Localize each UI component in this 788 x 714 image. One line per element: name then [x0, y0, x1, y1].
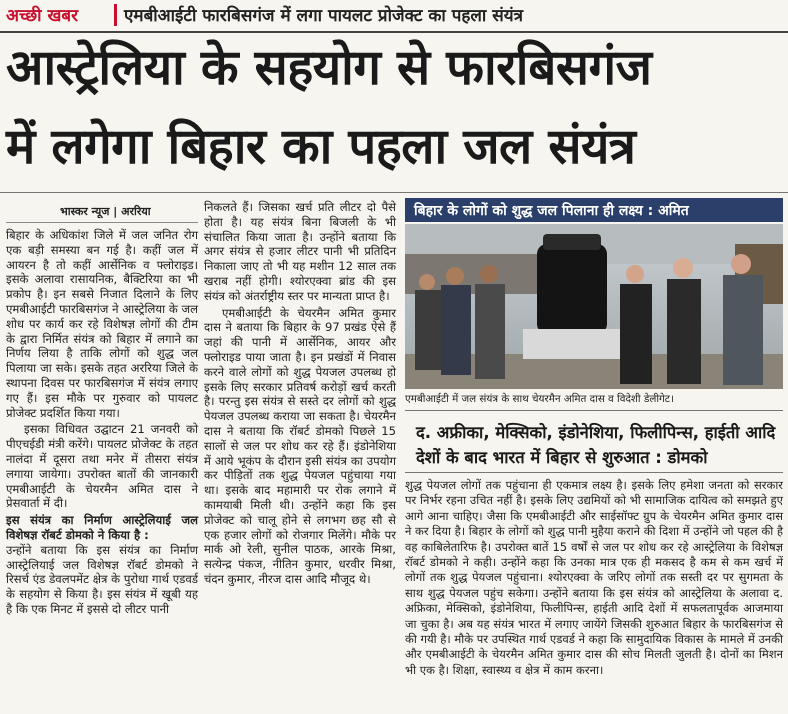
col1-paragraph-3: उन्होंने बताया कि इस संयंत्र का निर्माण आस्ट्रेलियाई जल विशेषज्ञ रॉबर्ट डोमको ने रिसर्च एंड डेवलपमेंट क्षेत्र के पुरोधा गार्थ एडवर्ड के सहयोग से किया है। इस संयंत्र में खूबी यह है कि एक मिनट में इससे दो लीटर पानी: [6, 542, 198, 616]
photo-caption: एमबीआईटी में जल संयंत्र के साथ चेयरमैन अमित दास व विदेशी डेलीगेट।: [405, 393, 674, 405]
box2-body: शुद्ध पेयजल लोगों तक पहुंचाना ही एकमात्र लक्ष्य है। इसके लिए हमेशा जनता को सरकार पर निर्भर रहना उचित नहीं है। इसके लिए उद्यमियों को भी सामाजिक दायित्व को समझते हुए आगे आना चाहिए। जैसा कि एमबीआईटी और साईसॉफ्ट ग्रुप के चेयरमैन अमित कुमार दास ने कर दिया है। बिहार के लोगों को शुद्ध पानी मुहैया कराने की दिशा में उन्होंने जो पहल की है वह काबिलेतारिफ है। उपरोक्त बातें 15 वर्षों से जल पर शोध कर रहे आस्ट्रेलिया के विशेषज्ञ रॉबर्ट डोमको ने कही। उन्होंने कहा कि उनका मात्र एक ही मकसद है कम से कम खर्च में लोगों तक शुद्ध पेयजल पहुंचाना। श्योरएक्वा के जरिए लोगों तक सस्ती दर पर सुगमता के साथ शुद्ध पेयजल पहुंच सकेगा। उन्होंने बताया कि इस संयंत्र को आस्ट्रेलिया के अलावा द. अफ्रिका, मेक्सिको, इंडोनेशिया, फिलीपिन्स, हाईती आदि देशों में सफलतापूर्वक आजमाया जा चुका है। अब यह संयंत्र भारत में लगाए जायेंगे जिसकी शुरुआत बिहार के फारबिसगंज से की गयी है। मौके पर उपस्थित गार्थ एडवर्ड ने कहा कि सामुदायिक विकास के मामले में उनकी और एमबीआईटी के चेयरमैन अमित कुमार दास की सोच मिलती जुलती है। दोनों का मिशन भी एक है। शिक्षा, स्वास्थ्य व क्षेत्र में काम करना।: [405, 478, 783, 677]
top-rule: [0, 31, 788, 33]
col1-paragraph-1: बिहार के अधिकांश जिले में जल जनित रोग एक बड़ी समस्या बन गई है। कहीं जल में आयरन है तो कहीं आर्सेनिक व फ्लोराइड। इसके अलावा रासायनिक, बैक्टिरिया का भी प्रकोप है। इन सबसे निजात दिलाने के लिए एमबीआईटी फारबिसगंज ने आस्ट्रेलिया के जल शोध पर कार्य कर रहे विशेषज्ञ लोगों की टीम के द्वारा निर्मित संयंत्र को बिहार में लगाने का निर्णय लिया है ताकि लोगों को शुद्ध जल पिलाया जा सके। इसके तहत अररिया जिले के स्थापना दिवस पर फारबिसगंज में संयंत्र लगाए गए हैं। इस मौके पर गुरुवार को पायलट प्रोजेक्ट प्रदर्शित किया गया।: [6, 228, 198, 420]
photo-illustration: [405, 224, 783, 389]
col2-paragraph-2: एमबीआईटी के चेयरमैन अमित कुमार दास ने बताया कि बिहार के 97 प्रखंड ऐसे हैं जहां की पानी में आर्सेनिक, आयर और फ्लोराइड पाया जाता है। इन प्रखंडों में निवास करने वाले लोगों को शुद्ध पेयजल उपलब्ध हो इसके लिए सरकार प्रतिवर्ष करोड़ों खर्च करती है। परन्तु इस संयंत्र से सस्ते दर लोगों को शुद्ध पेयजल उपलब्ध कराया जा सकता है। चेयरमैन दास ने बताया कि रॉबर्ट डोमको पिछले 15 सालों से जल पर शोध कर रहे हैं। इंडोनेशिया में आये भूकंप के दौरान इसी संयंत्र का उपयोग कर पीड़ितों तक शुद्ध पेयजल पहुंचाया गया था। इसके बाद महामारी पर रोक लगाने में कामयाबी मिली थी। उन्होंने कहा कि इस प्रोजेक्ट को चालू होने से लगभग छह सौ से एक हजार लोगों को रोजगार मिलेंगे। मौके पर मार्क ओ रेली, सुनील पाठक, आरके मिश्रा, सत्येन्द्र पंकज, नीतिन कुमार, धरवीर मिश्रा, चंदन कुमार, नीरज दास आदि मौजूद थे।: [204, 305, 396, 586]
headline-line-2: में लगेगा बिहार का पहला जल संयंत्र: [6, 118, 636, 175]
kicker-divider: [114, 4, 117, 26]
byline-rule: [6, 222, 198, 223]
col2-paragraph-1: निकलते हैं। जिसका खर्च प्रति लीटर दो पैसे होता है। यह संयंत्र बिना बिजली के भी संचालित किया जाता है। उन्होंने बताया कि अगर संयंत्र से हजार लीटर पानी भी प्रतिदिन निकाला जाए तो भी यह मशीन 12 साल तक खराब नहीं होगी। श्योरएक्वा ब्रांड की इस संयंत्र को अंतर्राष्ट्रीय स्तर पर मान्यता प्राप्त है।: [204, 200, 396, 303]
byline: भास्कर न्यूज | अररिया: [60, 205, 151, 218]
strap-headline: एमबीआईटी फारबिसगंज में लगा पायलट प्रोजेक्ट का पहला संयंत्र: [124, 6, 523, 26]
headline-line-1: आस्ट्रेलिया के सहयोग से फारबिसगंज: [6, 39, 652, 96]
caption-rule: [405, 410, 783, 411]
box2-headline: द. अफ्रीका, मेक्सिको, इंडोनेशिया, फिलीपिन्स, हाईती आदि देशों के बाद भारत में बिहार से शुरुआत : डोमको: [416, 423, 776, 467]
delegates-photo: [405, 224, 783, 389]
article-column-2: [204, 200, 396, 587]
article-column-1: [6, 228, 198, 617]
box2-rule: [405, 472, 783, 473]
headline-rule: [0, 192, 788, 193]
col1-paragraph-2: इसका विधिवत उद्घाटन 21 जनवरी को पीएचईडी मंत्री करेंगे। पायलट प्रोजेक्ट के तहत नालंदा में दूसरा तथा मनेर में तीसरा संयंत्र लगाया जायेगा। उपरोक्त बातों की जानकारी एमबीआईटी के चेयरमैन अमित दास ने प्रेसवार्ता में दी।: [6, 422, 198, 511]
photo-title: बिहार के लोगों को शुद्ध जल पिलाना ही लक्ष्य : अमित: [414, 203, 689, 219]
col1-subhead: इस संयंत्र का निर्माण आस्ट्रेलियाई जल विशेषज्ञ रॉबर्ट डोमको ने किया है :: [6, 513, 198, 542]
kicker-label: अच्छी खबर: [6, 6, 79, 26]
